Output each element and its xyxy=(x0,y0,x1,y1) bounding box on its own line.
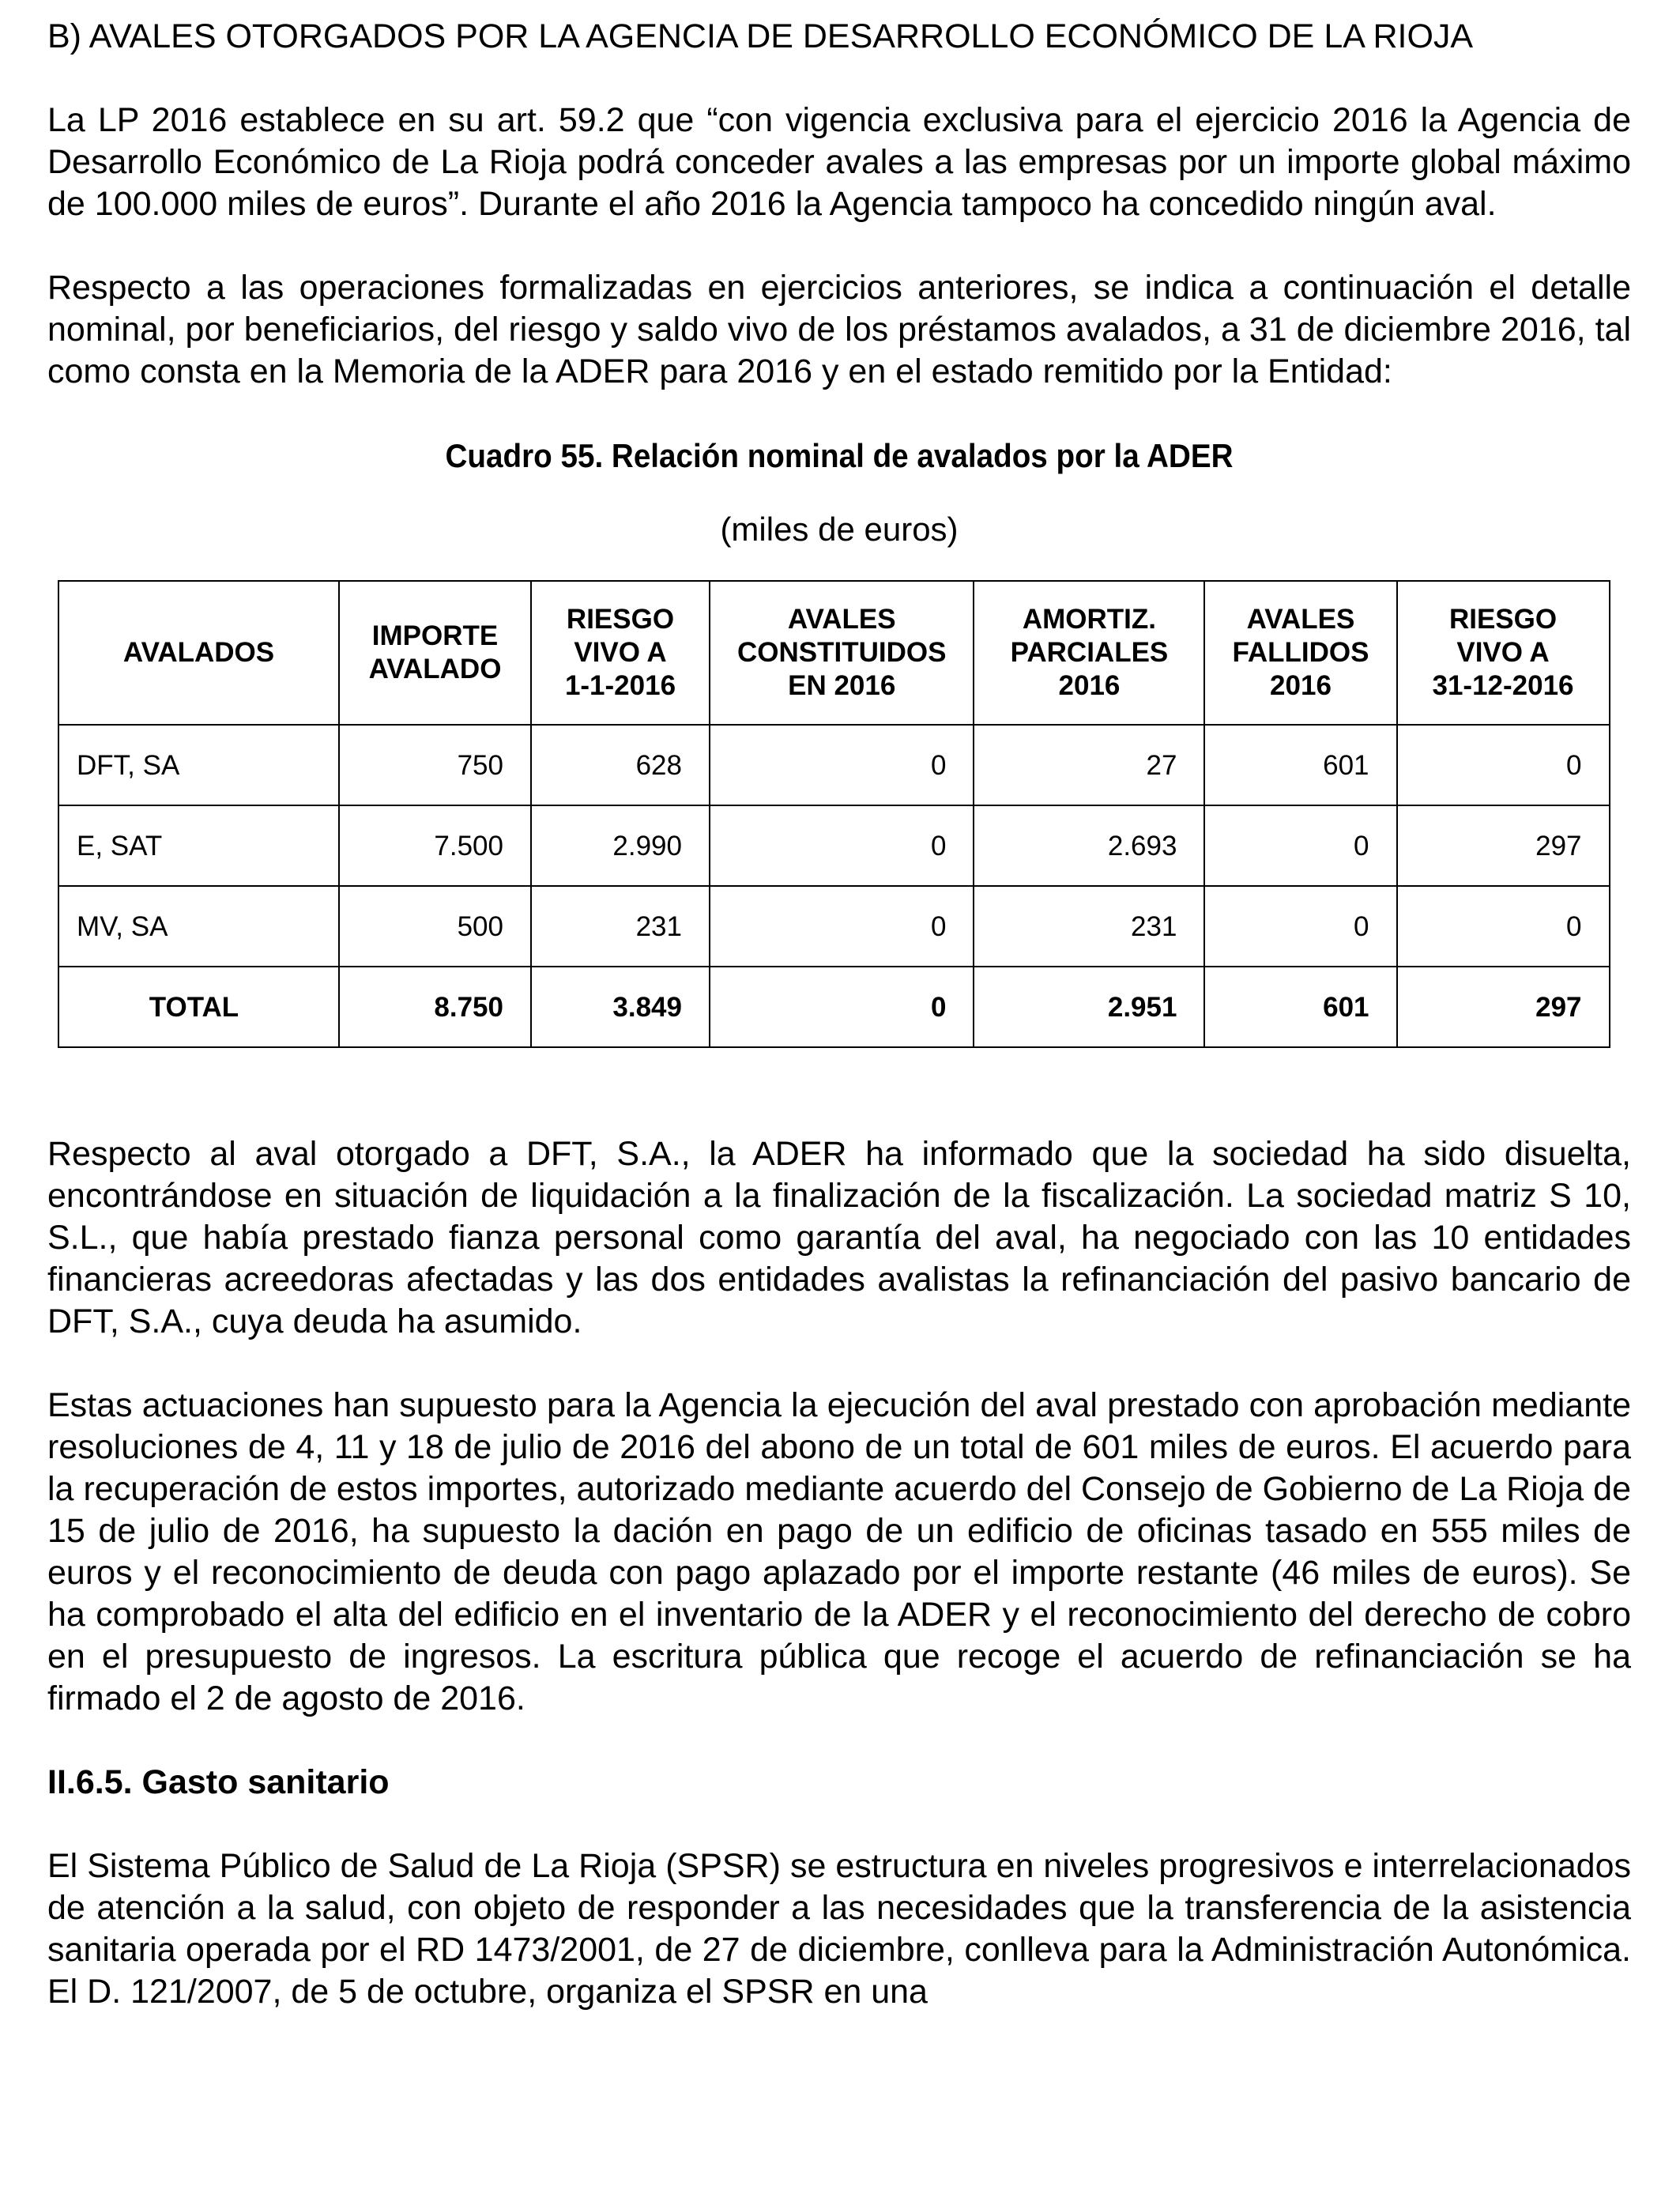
table-cell: 0 xyxy=(1397,725,1610,805)
table-cell: 231 xyxy=(974,886,1204,967)
table-cell: DFT, SA xyxy=(58,725,339,805)
table-cell: 231 xyxy=(531,886,710,967)
table-cell: 750 xyxy=(339,725,531,805)
table-row xyxy=(58,725,1610,805)
table-cell: 7.500 xyxy=(339,805,531,886)
table-row xyxy=(58,805,1610,886)
total-label: TOTAL xyxy=(58,967,339,1047)
paragraph-spsr: El Sistema Público de Salud de La Rioja (SPSR) se estructura en niveles progresivos e interrelacionados de atención a la salud, con objeto de responder a las necesidades que la transferencia de la asistencia sanitaria operada por el RD 1473/2001, de 27 de diciembre, conlleva para la Administración Autonómica. El D. 121/2007, de 5 de octubre, organiza el SPSR en una xyxy=(47,1847,1631,2011)
table-cell: 27 xyxy=(974,725,1204,805)
table-cell: MV, SA xyxy=(58,886,339,967)
table-cell: 297 xyxy=(1397,805,1610,886)
paragraph-lp-2016: La LP 2016 establece en su art. 59.2 que “con vigencia exclusiva para el ejercicio 2016 la Agencia de Desarrollo Económico de La Rioja podrá conceder avales a las empresas por un importe global máximo de 100.000 miles de euros”. Durante el año 2016 la Agencia tampoco ha concedido ningún aval. xyxy=(47,101,1631,223)
table-caption: Cuadro 55. Relación nominal de avalados por la ADER xyxy=(445,437,1234,474)
header-avales-fallidos: AVALES FALLIDOS 2016 xyxy=(1204,581,1396,725)
table-cell: 2.693 xyxy=(974,805,1204,886)
table-row xyxy=(58,886,1610,967)
header-importe-avalado: IMPORTE AVALADO xyxy=(339,581,531,725)
header-riesgo-vivo-fin: RIESGO VIVO A 31-12-2016 xyxy=(1397,581,1610,725)
table-cell: 601 xyxy=(1204,725,1396,805)
document-page xyxy=(47,16,1631,2013)
total-cell: 8.750 xyxy=(339,967,531,1047)
paragraph-dft: Respecto al aval otorgado a DFT, S.A., la ADER ha informado que la sociedad ha sido disuelta, encontrándose en situación de liquidación a la finalización de la fiscalización. La sociedad matriz S 10, S.L., que había prestado fianza personal como garantía del aval, ha negociado con las 10 entidades financieras acreedoras afectadas y las dos entidades avalistas la refinanciación del pasivo bancario de DFT, S.A., cuya deuda ha asumido. xyxy=(47,1135,1631,1340)
table-cell: E, SAT xyxy=(58,805,339,886)
total-cell: 601 xyxy=(1204,967,1396,1047)
section-heading-b: B) AVALES OTORGADOS POR LA AGENCIA DE DESARROLLO ECONÓMICO DE LA RIOJA xyxy=(47,17,1474,55)
table-cell: 0 xyxy=(710,805,974,886)
table-units: (miles de euros) xyxy=(720,511,959,548)
table-cell: 0 xyxy=(710,886,974,967)
section-title-gasto-sanitario: II.6.5. Gasto sanitario xyxy=(47,1763,390,1801)
paragraph-operaciones: Respecto a las operaciones formalizadas en ejercicios anteriores, se indica a continuación el detalle nominal, por beneficiarios, del riesgo y saldo vivo de los préstamos avalados, a 31 de diciembre 2016, tal como consta en la Memoria de la ADER para 2016 y en el estado remitido por la Entidad: xyxy=(47,269,1631,390)
table-cell: 0 xyxy=(1204,805,1396,886)
table-cell: 0 xyxy=(1397,886,1610,967)
table-cell: 2.990 xyxy=(531,805,710,886)
header-avales-constituidos: AVALES CONSTITUIDOS EN 2016 xyxy=(710,581,974,725)
avalados-table xyxy=(58,580,1610,1048)
paragraph-actuaciones: Estas actuaciones han supuesto para la Agencia la ejecución del aval prestado con aprobación mediante resoluciones de 4, 11 y 18 de julio de 2016 del abono de un total de 601 miles de euros. El acuerdo para la recuperación de estos importes, autorizado mediante acuerdo del Consejo de Gobierno de La Rioja de 15 de julio de 2016, ha supuesto la dación en pago de un edificio de oficinas tasado en 555 miles de euros y el reconocimiento de deuda con pago aplazado por el importe restante (46 miles de euros). Se ha comprobado el alta del edificio en el inventario de la ADER y el reconocimiento del derecho de cobro en el presupuesto de ingresos. La escritura pública que recoge el acuerdo de refinanciación se ha firmado el 2 de agosto de 2016. xyxy=(47,1386,1631,1717)
total-cell: 3.849 xyxy=(531,967,710,1047)
total-cell: 2.951 xyxy=(974,967,1204,1047)
table-cell: 500 xyxy=(339,886,531,967)
header-amortiz-parciales: AMORTIZ. PARCIALES 2016 xyxy=(974,581,1204,725)
total-cell: 0 xyxy=(710,967,974,1047)
total-cell: 297 xyxy=(1397,967,1610,1047)
table-cell: 0 xyxy=(1204,886,1396,967)
table-total-row xyxy=(58,967,1610,1047)
header-avalados: AVALADOS xyxy=(58,581,339,725)
table-cell: 628 xyxy=(531,725,710,805)
table-header-row xyxy=(58,581,1610,725)
table-cell: 0 xyxy=(710,725,974,805)
header-riesgo-vivo-inicio: RIESGO VIVO A 1-1-2016 xyxy=(531,581,710,725)
